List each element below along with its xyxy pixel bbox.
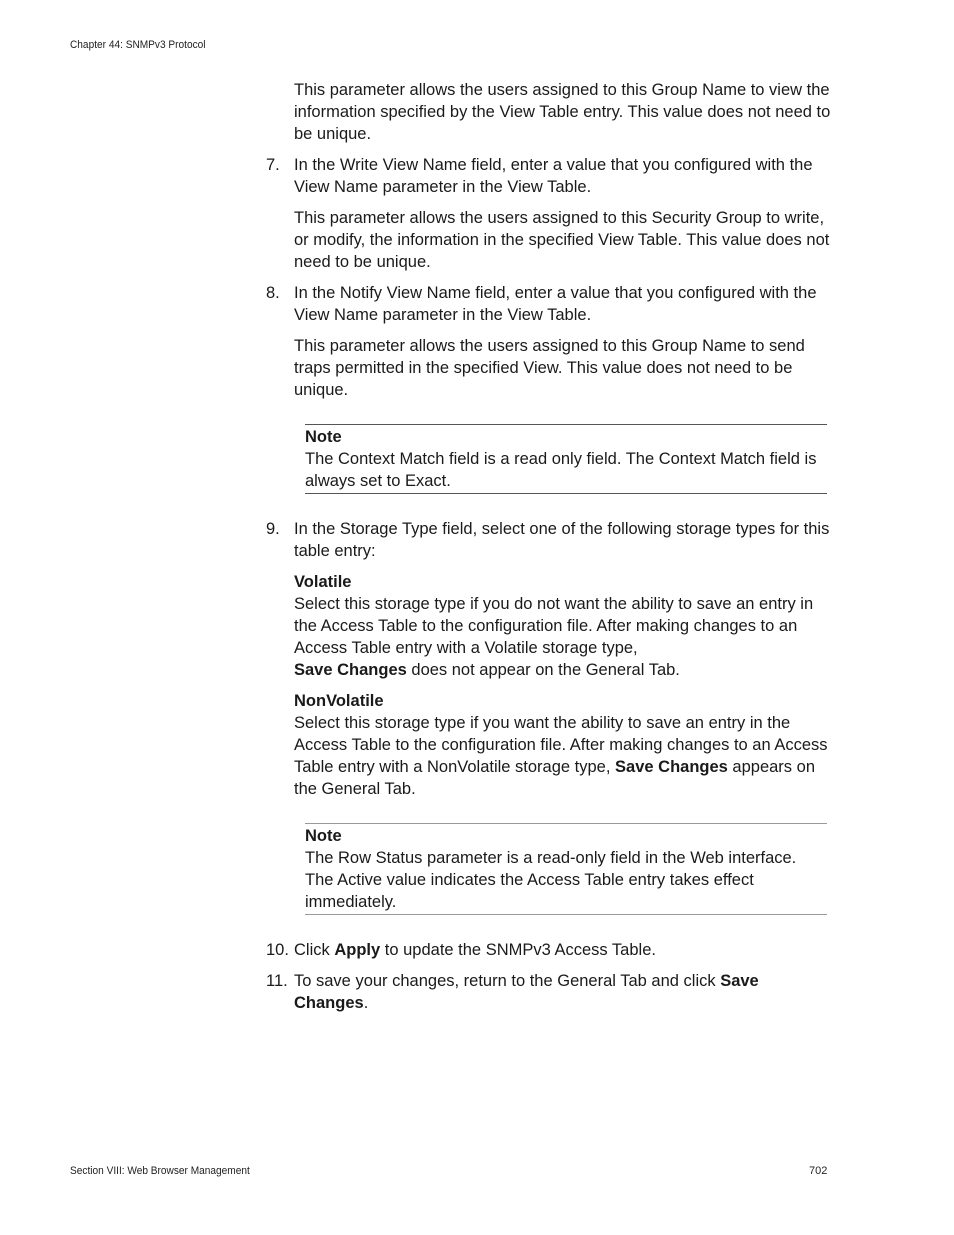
step-7-detail: This parameter allows the users assigned to this Security Group to write, or modify, the information in the specified View Table. This value does not need to be unique. — [294, 209, 830, 271]
main-content — [266, 79, 836, 1023]
step-7 — [266, 154, 836, 198]
note-title: Note — [305, 428, 342, 446]
step-text-post: to update the SNMPv3 Access Table. — [380, 941, 656, 959]
note-box — [305, 823, 827, 915]
note-text: The Context Match field is a read only field. The Context Match field is always set to Exact. — [305, 450, 817, 490]
step-9 — [266, 518, 836, 562]
term-tail: does not appear on the General Tab. — [406, 661, 680, 679]
storage-type-nonvolatile — [294, 690, 836, 800]
term-description — [294, 712, 836, 800]
term-desc-text: Select this storage type if you do not want the ability to save an entry in the Access Table to the configuration file. After making changes to an Access Table entry with a Volatile storage type, — [294, 595, 814, 657]
note-text: The Row Status parameter is a read-only field in the Web interface. The Active value indicates the Access Table entry takes effect immediately. — [305, 849, 797, 911]
step-8 — [266, 282, 836, 326]
step-8-detail: This parameter allows the users assigned to this Group Name to send traps permitted in the specified View. This value does not need to be unique. — [294, 337, 805, 399]
step-number: 11. — [266, 972, 288, 990]
term-bold: Save Changes — [294, 661, 407, 679]
term-name: Volatile — [294, 573, 352, 591]
step-text: In the Notify View Name field, enter a value that you configured with the View Name parameter in the View Table. — [294, 284, 817, 324]
term-desc-text: Select this storage type if you want the ability to save an entry in the Access Table to the configuration file. After making changes to an Access Table entry with a NonVolatile storage type, — [294, 714, 828, 776]
note-title: Note — [305, 827, 342, 845]
step-text-post: . — [363, 994, 369, 1012]
intro-paragraph: This parameter allows the users assigned to this Group Name to view the information specified by the View Table entry. This value does not need to be unique. — [294, 81, 831, 143]
step-text-bold: Apply — [334, 941, 381, 959]
term-bold: Save Changes — [615, 758, 728, 776]
note-box — [305, 424, 827, 494]
step-text: In the Write View Name field, enter a value that you configured with the View Name parameter in the View Table. — [294, 156, 813, 196]
term-description — [294, 593, 836, 681]
step-text-pre: Click — [294, 941, 335, 959]
page-header: Chapter 44: SNMPv3 Protocol — [70, 39, 206, 51]
term-name: NonVolatile — [294, 692, 384, 710]
page-number: 702 — [809, 1165, 828, 1177]
step-text-pre: To save your changes, return to the General Tab and click — [294, 972, 721, 990]
step-number: 10. — [266, 941, 289, 959]
step-number: 7. — [266, 156, 280, 174]
term-tail: appears on the General Tab. — [294, 758, 815, 798]
step-number: 9. — [266, 520, 280, 538]
storage-type-volatile — [294, 571, 836, 681]
step-10 — [266, 939, 836, 961]
footer-section: Section VIII: Web Browser Management — [70, 1165, 250, 1177]
step-11 — [266, 970, 836, 1014]
step-text: In the Storage Type field, select one of the following storage types for this table entry: — [294, 520, 830, 560]
step-number: 8. — [266, 284, 280, 302]
step-text-bold: Save Changes — [294, 972, 759, 1012]
